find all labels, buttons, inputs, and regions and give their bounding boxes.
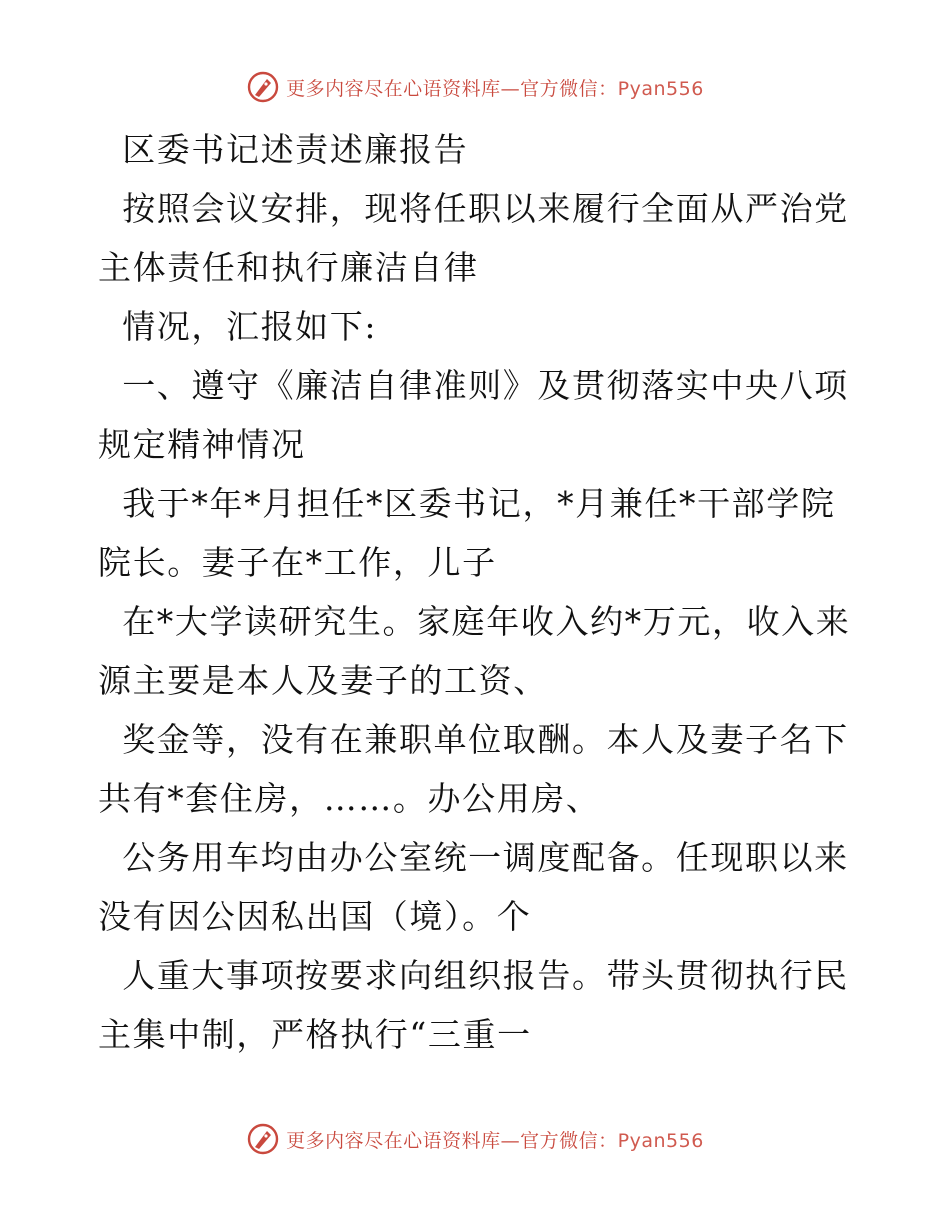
paragraph-line: 公务用车均由办公室统一调度配备。任现职以来 xyxy=(122,838,849,877)
pen-nib-circle-icon xyxy=(246,1122,280,1156)
section-heading: 一、遵守《廉洁自律准则》及贯彻落实中央八项 xyxy=(122,366,849,405)
paragraph-line: 奖金等，没有在兼职单位取酬。本人及妻子名下 xyxy=(122,720,849,759)
document-title: 区委书记述责述廉报告 xyxy=(122,130,469,169)
pen-nib-circle-icon xyxy=(246,70,280,104)
paragraph-line: 在*大学读研究生。家庭年收入约*万元，收入来 xyxy=(122,602,851,641)
watermark-text: 更多内容尽在心语资料库—官方微信：Pyan556 xyxy=(286,1129,704,1152)
paragraph-line: 源主要是本人及妻子的工资、 xyxy=(98,661,548,700)
section-heading: 规定精神情况 xyxy=(98,425,306,464)
document-body xyxy=(98,120,858,1064)
paragraph-line: 共有*套住房，……。办公用房、 xyxy=(98,779,601,818)
paragraph-line: 人重大事项按要求向组织报告。带头贯彻执行民 xyxy=(122,956,849,995)
paragraph-line: 主集中制，严格执行“三重一 xyxy=(98,1015,532,1054)
watermark-text: 更多内容尽在心语资料库—官方微信：Pyan556 xyxy=(286,77,704,100)
header-watermark xyxy=(0,70,950,104)
paragraph-line: 主体责任和执行廉洁自律 xyxy=(98,248,479,287)
paragraph-line: 没有因公因私出国（境）。个 xyxy=(98,897,532,936)
paragraph-line: 院长。妻子在*工作，儿子 xyxy=(98,543,497,582)
paragraph-line: 情况，汇报如下: xyxy=(122,307,378,346)
paragraph-line: 我于*年*月担任*区委书记，*月兼任*干部学院 xyxy=(122,484,836,523)
paragraph-line: 按照会议安排，现将任职以来履行全面从严治党 xyxy=(122,189,849,228)
footer-watermark xyxy=(0,1122,950,1156)
